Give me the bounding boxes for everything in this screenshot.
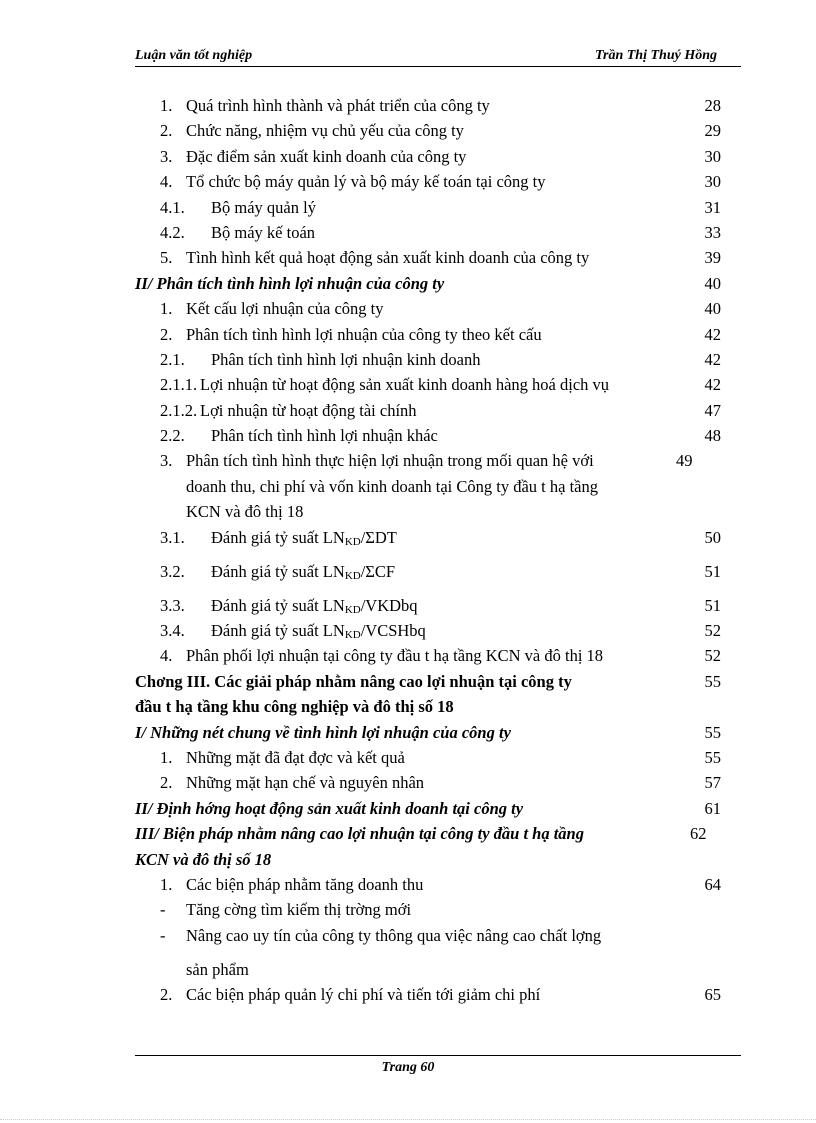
toc-entry [0, 322, 816, 347]
toc-entry [0, 448, 816, 473]
toc-entry-title-suffix: /ΣCF [360, 561, 396, 581]
toc-entry [0, 271, 816, 296]
toc-entry [0, 474, 816, 499]
toc-entry-title-suffix: /ΣDT [360, 527, 397, 547]
toc-entry-page: 40 [704, 299, 721, 319]
toc-entry-title [211, 525, 397, 555]
toc-entry-title: Lợi nhuận từ hoạt động sản xuất kinh doanh hàng hoá dịch vụ [200, 375, 610, 395]
toc-entry-title-suffix: /VKDbq [360, 595, 418, 615]
toc-entry-number: 5. [160, 248, 173, 268]
toc-entry-page: 52 [704, 621, 721, 641]
toc-entry-number: 3. [160, 146, 173, 166]
toc-entry [0, 957, 816, 982]
toc-entry [0, 398, 816, 423]
toc-entry-number: 3.4. [160, 621, 185, 641]
toc-entry-title: Kết cấu lợi nhuận của công ty [186, 299, 384, 319]
toc-entry-page: 49 [676, 451, 693, 471]
toc-entry-number: 4. [160, 646, 173, 666]
toc-entry-title: Các biện pháp nhằm tăng doanh thu [186, 874, 424, 894]
toc-entry-number: 3.1. [160, 527, 185, 547]
toc-entry [0, 220, 816, 245]
toc-entry-title: Tăng cờng tìm kiếm thị trờng mới [186, 900, 412, 920]
toc-entry-number: 2. [160, 773, 173, 793]
toc-entry-page: 48 [704, 426, 721, 446]
toc-entry-page: 61 [704, 798, 721, 818]
toc-entry-title: Những mặt hạn chế và nguyên nhân [186, 773, 425, 793]
toc-entry-title: đầu t hạ tầng khu công nghiệp và đô thị số 18 [135, 697, 454, 717]
toc-entry [0, 118, 816, 143]
toc-entry-title: Tình hình kết quả hoạt động sản xuất kinh doanh của công ty [186, 248, 590, 268]
toc-entry-page: 50 [704, 527, 721, 547]
toc-entry-subscript: KD [344, 603, 361, 616]
toc-entry-subscript: KD [344, 629, 361, 642]
toc-entry-page: 42 [704, 324, 721, 344]
toc-entry [0, 669, 816, 694]
header-thesis-label: Luận văn tốt nghiệp [135, 48, 253, 63]
toc-entry-page: 30 [704, 146, 721, 166]
toc-entry [0, 144, 816, 169]
toc-entry-title: Phân tích tình hình lợi nhuận kinh doanh [211, 349, 481, 369]
toc-entry-title: Bộ máy kế toán [211, 222, 316, 242]
toc-entry-number: 2.1.1. [160, 375, 198, 395]
toc-entry-number: 3.3. [160, 595, 185, 615]
toc-entry-page: 51 [704, 595, 721, 615]
toc-entry-number: 2.1.2. [160, 400, 198, 420]
footer-rule [135, 1055, 741, 1056]
toc-entry-page: 39 [704, 248, 721, 268]
toc-entry-page: 52 [704, 646, 721, 666]
toc-entry-number: 1. [160, 874, 173, 894]
toc-entry-number: 2.1. [160, 349, 185, 369]
toc-entry [0, 245, 816, 270]
toc-entry-title: Tổ chức bộ máy quản lý và bộ máy kế toán tại công ty [186, 172, 546, 192]
toc-entry-title: Lợi nhuận từ hoạt động tài chính [200, 400, 417, 420]
toc-entry-title [211, 559, 395, 589]
toc-entry-number: 2.2. [160, 426, 185, 446]
toc-entry-subscript: KD [344, 569, 361, 582]
toc-entry-page: 33 [704, 222, 721, 242]
toc-entry-number: - [160, 925, 166, 945]
toc-entry-title: Phân tích tình hình lợi nhuận của công ty theo kết cấu [186, 324, 542, 344]
toc-entry [0, 499, 816, 524]
toc-entry-page: 51 [704, 561, 721, 581]
page-number: Trang 60 [381, 1060, 435, 1075]
toc-entry-number: 4.2. [160, 222, 185, 242]
toc-entry-title: II/ Phân tích tình hình lợi nhuận của công ty [135, 273, 445, 293]
page-header [135, 48, 741, 67]
toc-entry [0, 872, 816, 897]
toc-entry-page: 42 [704, 375, 721, 395]
toc-entry-number: 4. [160, 172, 173, 192]
toc-entry [0, 347, 816, 372]
toc-entry-title: Bộ máy quản lý [211, 197, 316, 217]
toc-entry [0, 593, 816, 618]
toc-entry-title: Những mặt đã đạt đợc và kết quả [186, 747, 405, 767]
toc-entry [0, 847, 816, 872]
toc-entry-title-main: Đánh giá tỷ suất LN [211, 621, 345, 641]
toc-entry [0, 195, 816, 220]
toc-entry-title: Phân tích tình hình thực hiện lợi nhuận trong mối quan hệ với [186, 451, 594, 471]
toc-entry-number: 1. [160, 299, 173, 319]
toc-entry [0, 559, 816, 593]
toc-entry-title: Quá trình hình thành và phát triển của công ty [186, 96, 490, 115]
toc-entry-page: 65 [704, 985, 721, 1005]
toc-entry-title: Nâng cao uy tín của công ty thông qua việc nâng cao chất lợng [186, 925, 602, 945]
toc-entry-number: 1. [160, 747, 173, 767]
toc-entry-number: 3.2. [160, 561, 185, 581]
toc-entry-title: Chức năng, nhiệm vụ chủ yếu của công ty [186, 121, 464, 141]
toc-entry [0, 745, 816, 770]
toc-entry-title-main: Đánh giá tỷ suất LN [211, 595, 345, 615]
page-bottom-border [0, 1119, 816, 1120]
toc-entry-page: 40 [704, 273, 721, 293]
toc-entry [0, 720, 816, 745]
toc-entry-title: II/ Định hớng hoạt động sản xuất kinh doanh tại công ty [135, 798, 524, 818]
toc-entry-title: sản phẩm [186, 959, 249, 979]
toc-entry-title: Đặc điểm sản xuất kinh doanh của công ty [186, 146, 467, 166]
toc-entry-page: 62 [690, 824, 707, 844]
toc-entry [0, 694, 816, 719]
toc-entry-title: doanh thu, chi phí và vốn kinh doanh tại Công ty đầu t hạ tầng [186, 476, 598, 496]
toc-entry-page: 55 [704, 671, 721, 691]
toc-entry-number: 3. [160, 451, 173, 471]
toc-entry-title: Chơng III. Các giải pháp nhằm nâng cao lợi nhuận tại công ty [135, 671, 572, 691]
toc-entry-title: I/ Những nét chung về tình hình lợi nhuận của công ty [135, 722, 511, 742]
toc-entry [0, 982, 816, 1007]
toc-entry [0, 643, 816, 668]
toc-entry-number: 2. [160, 121, 173, 141]
toc-entry-title: Phân tích tình hình lợi nhuận khác [211, 426, 438, 446]
toc-entry-page: 42 [704, 349, 721, 369]
toc-entry-title: KCN và đô thị số 18 [135, 849, 272, 869]
toc-entry-page: 55 [704, 747, 721, 767]
toc-entry [0, 897, 816, 922]
toc-entry [0, 296, 816, 321]
toc-entry-title: III/ Biện pháp nhằm nâng cao lợi nhuận tại công ty đầu t hạ tầng [135, 824, 584, 844]
toc-entry-title: Phân phối lợi nhuận tại công ty đầu t hạ tầng KCN và đô thị 18 [186, 646, 604, 666]
toc-entry [0, 525, 816, 559]
toc-entry-page: 47 [704, 400, 721, 420]
header-author-name: Trần Thị Thuý Hồng [594, 48, 717, 63]
toc-entry-page: 55 [704, 722, 721, 742]
toc-entry-number: 2. [160, 985, 173, 1005]
toc-entry [0, 93, 816, 118]
toc-entry [0, 169, 816, 194]
toc-entry [0, 923, 816, 957]
toc-entry-title: KCN và đô thị 18 [186, 502, 304, 522]
toc-entry-number: 2. [160, 324, 173, 344]
toc-entry-page: 28 [704, 96, 721, 115]
table-of-contents [0, 93, 816, 1008]
toc-entry-title: Các biện pháp quản lý chi phí và tiến tới giảm chi phí [186, 985, 541, 1005]
toc-entry [0, 618, 816, 643]
toc-entry [0, 821, 816, 846]
toc-entry-number: - [160, 900, 166, 920]
toc-entry [0, 372, 816, 397]
toc-entry-title-main: Đánh giá tỷ suất LN [211, 527, 345, 547]
toc-entry [0, 423, 816, 448]
toc-entry-title-main: Đánh giá tỷ suất LN [211, 561, 345, 581]
toc-entry-subscript: KD [344, 535, 361, 548]
toc-entry-page: 29 [704, 121, 721, 141]
toc-entry-number: 1. [160, 96, 173, 115]
toc-entry-page: 31 [704, 197, 721, 217]
toc-entry-page: 30 [704, 172, 721, 192]
toc-entry [0, 796, 816, 821]
toc-entry-title-suffix: /VCSHbq [360, 621, 426, 641]
toc-entry-page: 57 [704, 773, 721, 793]
toc-entry [0, 770, 816, 795]
toc-entry-number: 4.1. [160, 197, 185, 217]
toc-entry-page: 64 [704, 874, 721, 894]
